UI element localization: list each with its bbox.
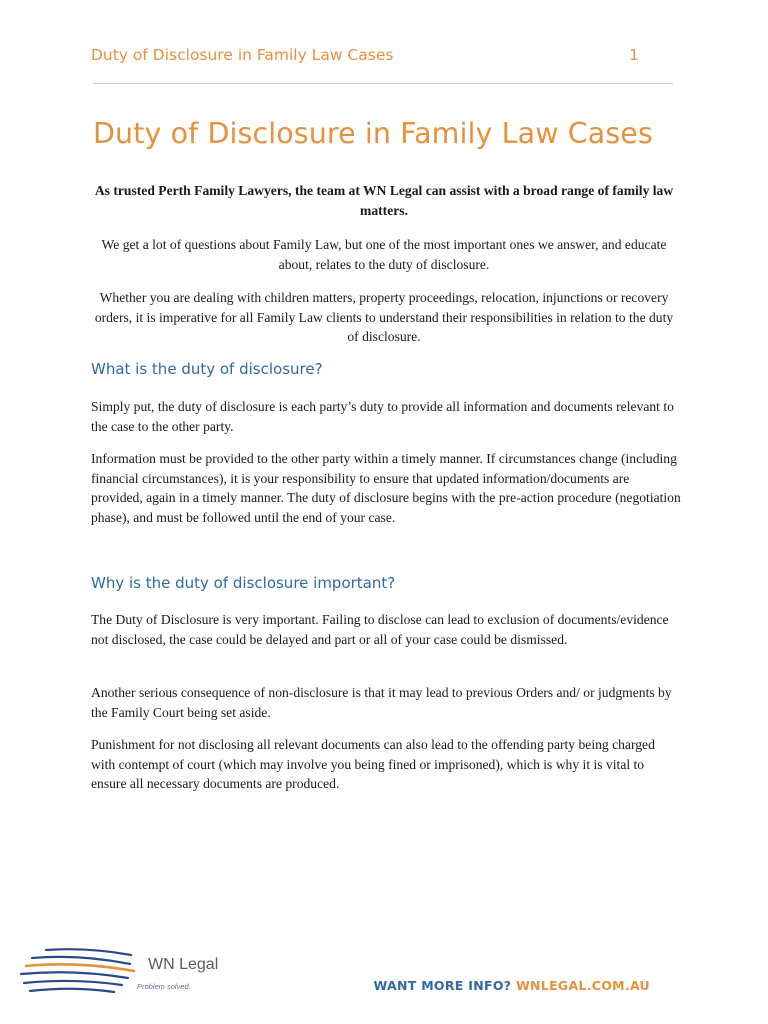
cta-label: WANT MORE INFO? <box>373 978 512 993</box>
section-heading-what-is: What is the duty of disclosure? <box>91 360 323 378</box>
footer-cta <box>373 978 650 993</box>
logo-name: WN Legal <box>148 956 219 973</box>
section-2-paragraph-1: The Duty of Disclosure is very important. Failing to disclose can lead to exclusion of documents/evidence not disclosed, the case could be delayed and part or all of your case could be dismissed. <box>91 612 669 647</box>
lead-paragraph: As trusted Perth Family Lawyers, the team at WN Legal can assist with a broad range of family law matters. <box>94 183 674 218</box>
intro-paragraph-2: Whether you are dealing with children matters, property proceedings, relocation, injunctions or recovery orders, it is imperative for all Family Law clients to understand their responsibilities in relation to the duty of disclosure. <box>94 290 674 344</box>
document-title: Duty of Disclosure in Family Law Cases <box>93 117 653 150</box>
intro-paragraph-1: We get a lot of questions about Family Law, but one of the most important ones we answer, and educate about, relates to the duty of disclosure. <box>101 237 667 272</box>
section-heading-why-important: Why is the duty of disclosure important? <box>91 574 396 592</box>
page-number: 1 <box>629 46 639 64</box>
section-1-paragraph-2: Information must be provided to the other party within a timely manner. If circumstances change (including financial circumstances), it is your responsibility to ensure that updated information/documents are provided, again in a timely manner. The duty of disclosure begins with the pre-action procedure (negotiation phase), and must be followed until the end of your case. <box>91 451 681 525</box>
running-header <box>91 46 639 68</box>
logo-swoosh-icon <box>18 945 143 1020</box>
running-header-title: Duty of Disclosure in Family Law Cases <box>91 46 394 64</box>
section-2-paragraph-2: Another serious consequence of non-disclosure is that it may lead to previous Orders and/ or judgments by the Family Court being set aside. <box>91 685 672 720</box>
wn-legal-logo <box>18 945 228 1020</box>
logo-tagline: Problem solved. <box>137 982 191 991</box>
header-divider <box>93 83 673 84</box>
section-2-paragraph-3: Punishment for not disclosing all relevant documents can also lead to the offending party being charged with contempt of court (which may involve you being fined or imprisoned), which is why it is vital to ensure all necessary documents are produced. <box>91 737 655 791</box>
section-1-paragraph-1: Simply put, the duty of disclosure is each party’s duty to provide all information and documents relevant to the case to the other party. <box>91 399 674 434</box>
website-link[interactable]: WNLEGAL.COM.AU <box>515 978 650 993</box>
